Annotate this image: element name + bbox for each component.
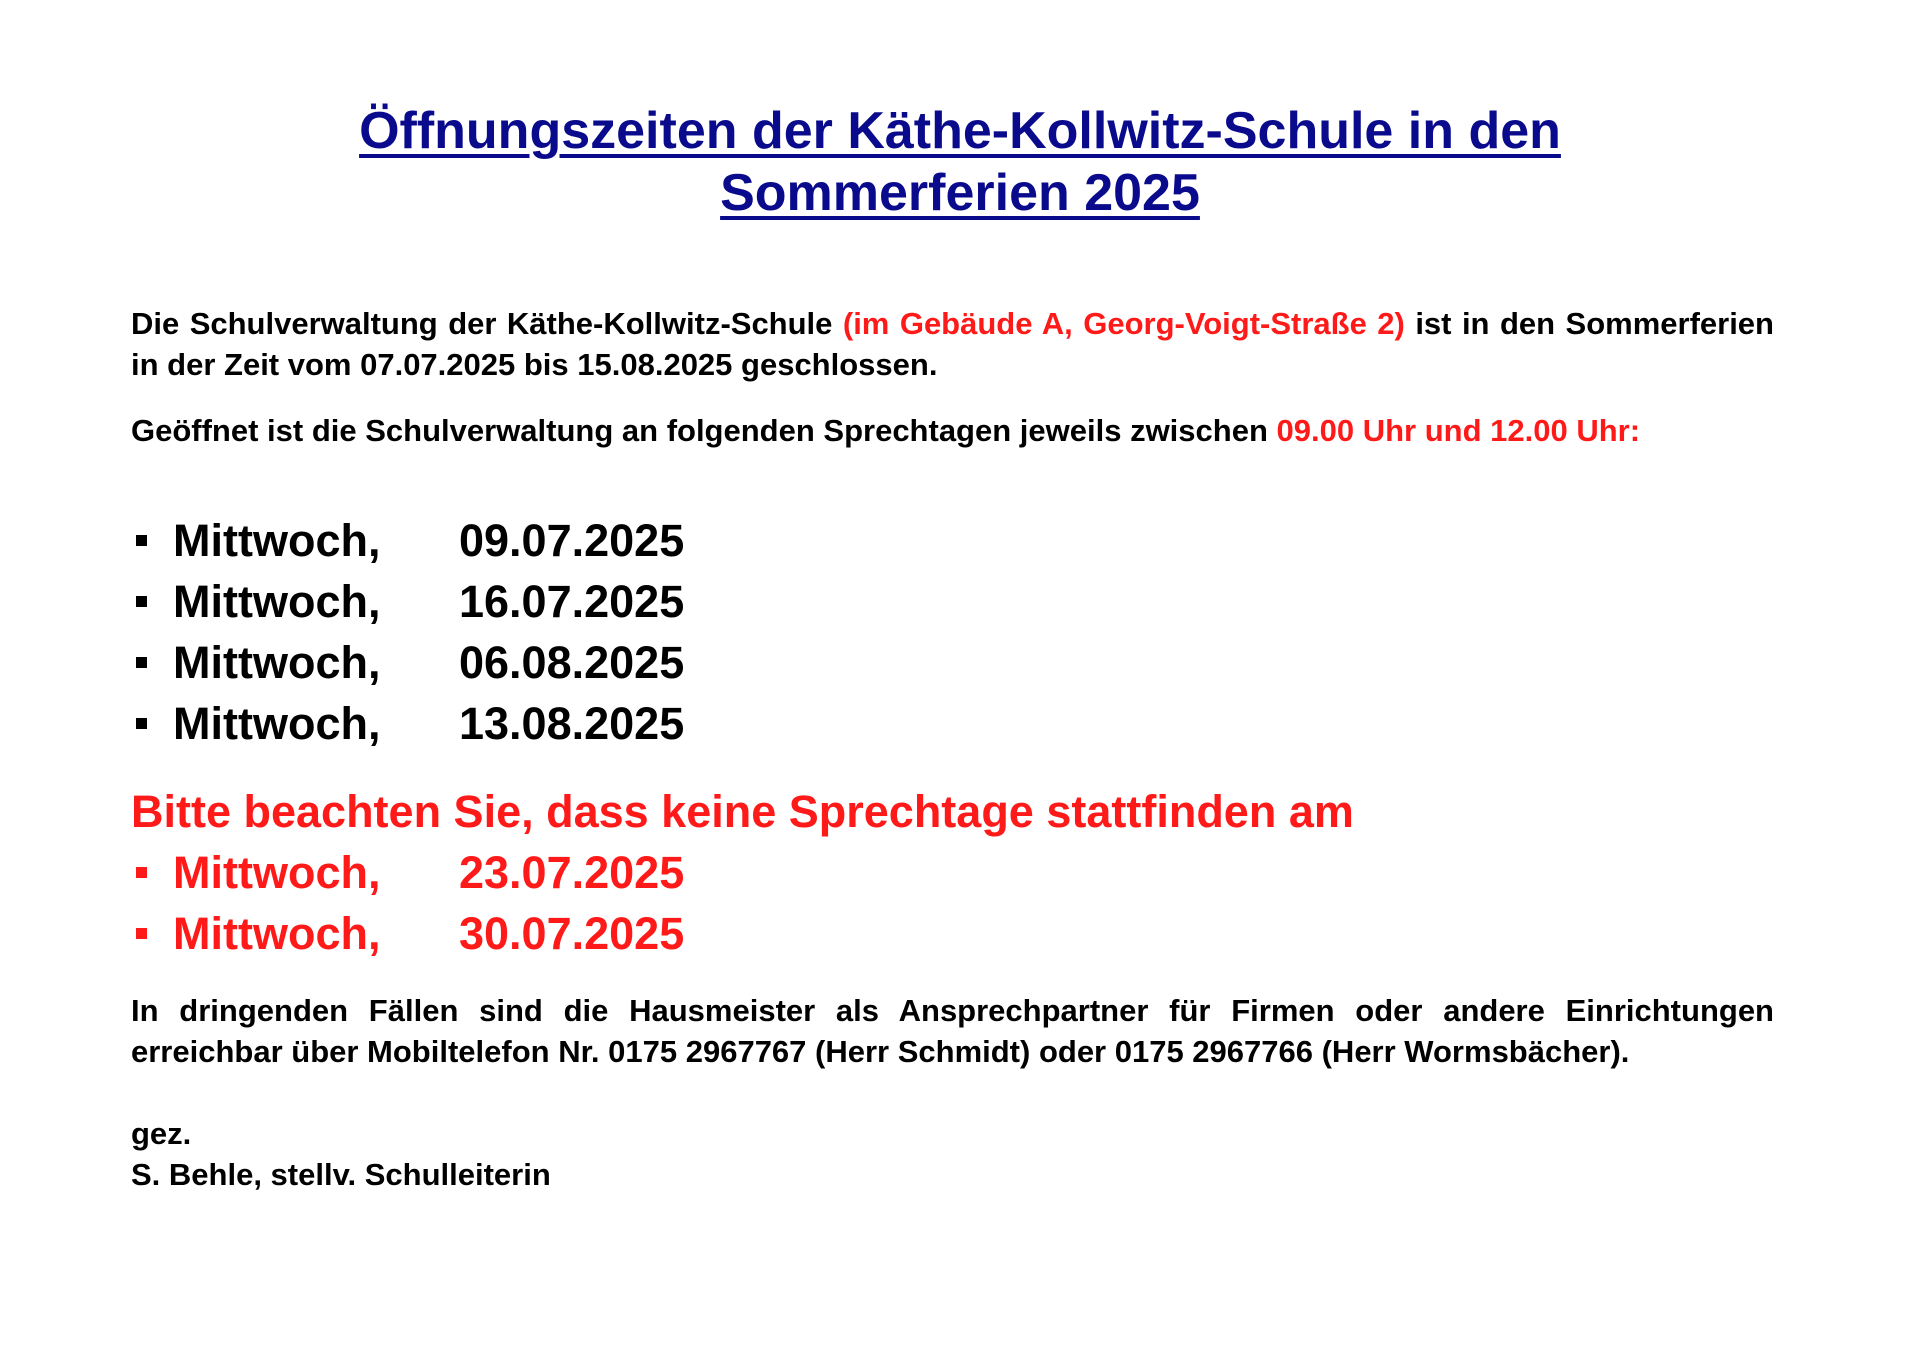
weekday: Mittwoch, bbox=[173, 576, 381, 627]
bullet-icon bbox=[136, 867, 147, 878]
intro-text-start: Die Schulverwaltung der Käthe-Kollwitz-Schule bbox=[131, 306, 843, 341]
page-title bbox=[200, 100, 1720, 224]
building-address: (im Gebäude A, Georg-Voigt-Straße 2) bbox=[842, 306, 1405, 341]
open-days-list bbox=[131, 510, 684, 754]
weekday: Mittwoch, bbox=[173, 637, 381, 688]
signature-block bbox=[131, 1113, 551, 1195]
closed-days-list bbox=[131, 842, 684, 964]
bullet-icon bbox=[136, 718, 147, 729]
intro-text-end: ist in den Sommerferien in der Zeit vom 07.07.2025 bis 15.08.2025 geschlossen. bbox=[131, 306, 1774, 382]
signature-name: S. Behle, stellv. Schulleiterin bbox=[131, 1157, 551, 1192]
bullet-icon bbox=[136, 657, 147, 668]
date: 09.07.2025 bbox=[459, 515, 685, 566]
contact-paragraph: In dringenden Fällen sind die Hausmeister als Ansprechpartner für Firmen oder andere Einrichtungen erreichbar über Mobiltelefon Nr. 0175 2967767 (Herr Schmidt) oder 0175 2967766 (Herr Wormsbächer). bbox=[131, 993, 1774, 1069]
title-line-1: Öffnungszeiten der Käthe-Kollwitz-Schule in den bbox=[359, 102, 1561, 160]
date: 23.07.2025 bbox=[459, 847, 685, 898]
weekday: Mittwoch, bbox=[173, 698, 381, 749]
list-item bbox=[131, 571, 684, 632]
list-item bbox=[131, 510, 684, 571]
list-item bbox=[131, 903, 684, 964]
bullet-icon bbox=[136, 928, 147, 939]
opening-paragraph bbox=[131, 410, 1774, 451]
notice-heading: Bitte beachten Sie, dass keine Sprechtage stattfinden am bbox=[131, 786, 1354, 837]
title-line-2: Sommerferien 2025 bbox=[720, 164, 1200, 222]
date: 13.08.2025 bbox=[459, 698, 685, 749]
bullet-icon bbox=[136, 535, 147, 546]
bullet-icon bbox=[136, 596, 147, 607]
opening-hours: 09.00 Uhr und 12.00 Uhr: bbox=[1276, 413, 1641, 448]
signature-gez: gez. bbox=[131, 1116, 192, 1151]
date: 06.08.2025 bbox=[459, 637, 685, 688]
list-item bbox=[131, 693, 684, 754]
date: 16.07.2025 bbox=[459, 576, 685, 627]
list-item bbox=[131, 842, 684, 903]
date: 30.07.2025 bbox=[459, 908, 685, 959]
weekday: Mittwoch, bbox=[173, 908, 381, 959]
weekday: Mittwoch, bbox=[173, 847, 381, 898]
weekday: Mittwoch, bbox=[173, 515, 381, 566]
opening-text: Geöffnet ist die Schulverwaltung an folgenden Sprechtagen jeweils zwischen bbox=[131, 413, 1277, 448]
intro-paragraph bbox=[131, 303, 1774, 385]
list-item bbox=[131, 632, 684, 693]
